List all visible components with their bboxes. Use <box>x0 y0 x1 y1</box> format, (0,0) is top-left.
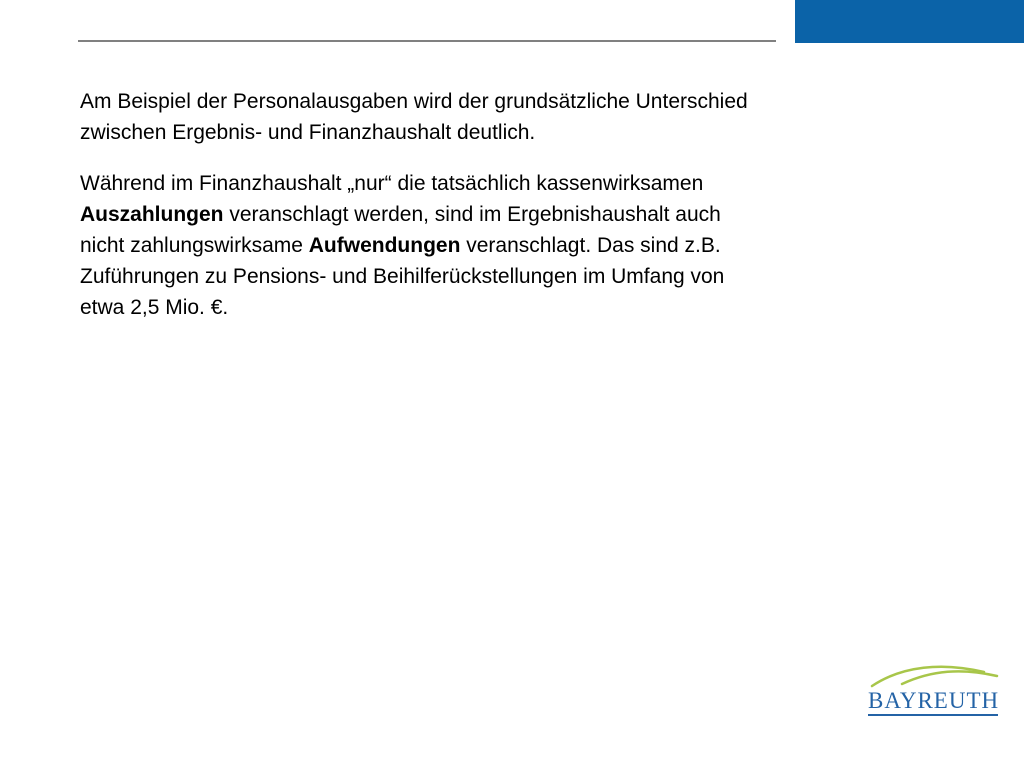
logo-underline <box>868 714 998 716</box>
paragraph-1-text: Am Beispiel der Personalausgaben wird der grundsätzliche Unterschied zwischen Ergebnis- und Finanzhaushalt deutlich. <box>80 90 748 144</box>
logo-swoosh-back <box>872 667 984 686</box>
slide-content <box>80 86 760 343</box>
bayreuth-logo <box>862 660 1002 720</box>
term-auszahlungen: Auszahlungen <box>80 203 224 226</box>
paragraph-2-part-1: Während im Finanzhaushalt „nur“ die tatsächlich kassenwirksamen <box>80 172 704 195</box>
logo-swoosh-front <box>902 671 997 684</box>
logo-wordmark: BAYREUTH <box>868 688 1000 713</box>
paragraph-2 <box>80 168 760 323</box>
term-aufwendungen: Aufwendungen <box>308 234 461 257</box>
paragraph-2-part-3: veranschlagt. Das sind z.B. Zuführungen zu Pensions- und Beihilferückstellungen im Umfang von etwa 2,5 Mio. €. <box>80 234 725 319</box>
paragraph-1 <box>80 86 760 148</box>
brand-color-bar <box>795 0 1024 43</box>
header-divider <box>78 40 776 42</box>
paragraph-2-part-2: veranschlagt werden, sind im Ergebnishaushalt auch nicht zahlungswirksame <box>80 203 721 257</box>
